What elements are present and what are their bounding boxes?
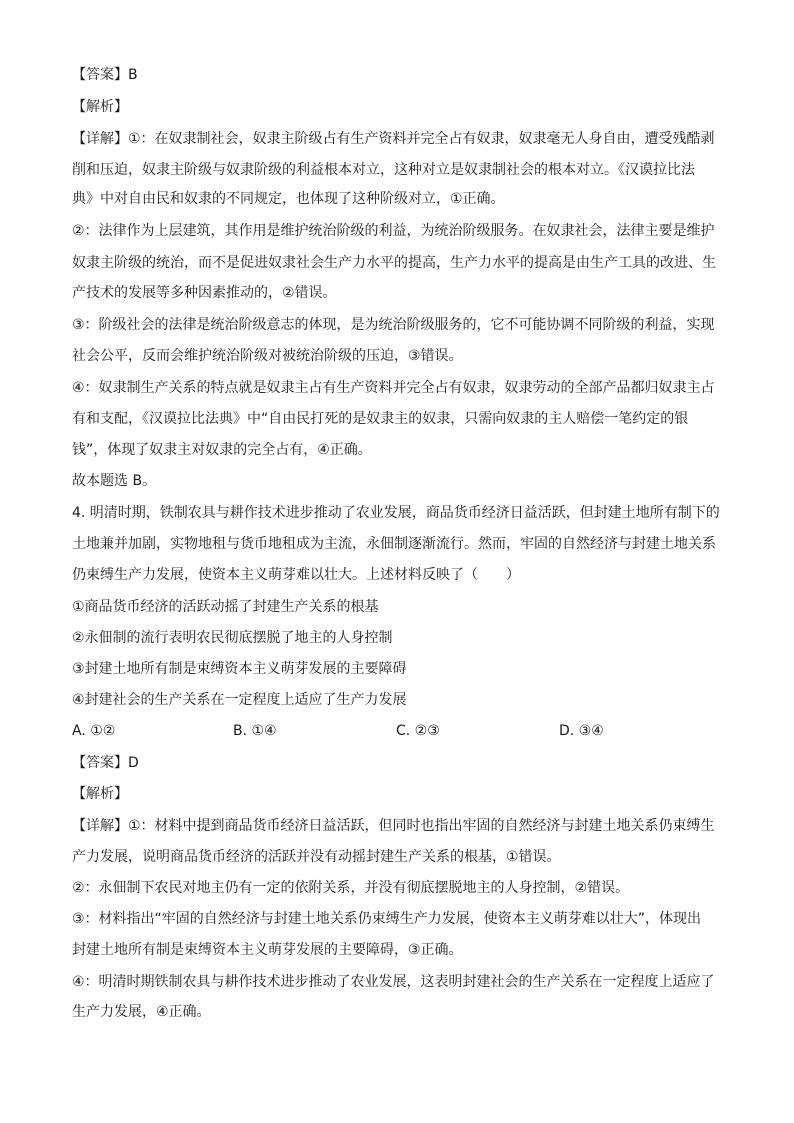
q4-options	[72, 721, 722, 741]
q4-analysis-line: ④：明清时期铁制农具与耕作技术进步推动了农业发展，这表明封建社会的生产关系在一定程度上适应了	[72, 974, 715, 990]
q3-analysis-line: 社会公平，反而会维护统治阶级对被统治阶级的压迫，③错误。	[72, 348, 463, 364]
option-a: A. ①②	[72, 723, 116, 739]
q4-statement: ③封建土地所有制是束缚资本主义萌芽发展的主要障碍	[72, 661, 407, 677]
q3-analysis-line: 产技术的发展等多种因素推动的，②错误。	[72, 285, 337, 301]
q3-analysis-line: ④：奴隶制生产关系的特点就是奴隶主占有生产资料并完全占有奴隶，奴隶劳动的全部产品都归奴隶主占	[72, 380, 715, 396]
q3-conclusion: 故本题选 B。	[72, 473, 157, 489]
q4-analysis-line: ③：材料指出“牢固的自然经济与封建土地关系仍束缚生产力发展，使资本主义萌芽难以壮大”，体现出	[72, 911, 702, 927]
q3-analysis-label: 【解析】	[72, 99, 128, 115]
q4-analysis-line: 封建土地所有制是束缚资本主义萌芽发展的主要障碍，③正确。	[72, 942, 463, 958]
q4-statement: ①商品货币经济的活跃动摇了封建生产关系的根基	[72, 599, 379, 615]
option-d: D. ③④	[559, 723, 604, 739]
q3-analysis-line: 钱”，体现了奴隶主对奴隶的完全占有，④正确。	[72, 442, 372, 458]
q4-analysis-line: 产力发展，说明商品货币经济的活跃并没有动摇封建生产关系的根基，①错误。	[72, 849, 561, 865]
q3-analysis-line: ③：阶级社会的法律是统治阶级意志的体现，是为统治阶级服务的，它不可能协调不同阶级的利益，实现	[72, 317, 715, 333]
q4-analysis-label: 【解析】	[72, 786, 128, 802]
q4-analysis-line: 【详解】①：材料中提到商品货币经济日益活跃，但同时也指出牢固的自然经济与封建土地关系仍束缚生	[72, 818, 715, 834]
q4-stem-line: 4. 明清时期，铁制农具与耕作技术进步推动了农业发展，商品货币经济日益活跃，但封建土地所有制下的	[72, 505, 720, 521]
q3-analysis-line: ②：法律作为上层建筑，其作用是维护统治阶级的利益，为统治阶级服务。在奴隶社会，法律主要是维护	[72, 223, 715, 239]
q3-analysis-line: 【详解】①：在奴隶制社会，奴隶主阶级占有生产资料并完全占有奴隶，奴隶毫无人身自由，遭受残酷剥	[72, 131, 715, 147]
option-b: B. ①④	[233, 723, 277, 739]
q3-analysis-line: 有和支配，《汉谟拉比法典》中“自由民打死的是奴隶主的奴隶，只需向奴隶的主人赔偿一笔约定的银	[72, 411, 689, 427]
q3-analysis-line: 奴隶主阶级的统治，而不是促进奴隶社会生产力水平的提高，生产力水平的提高是由生产工具的改进、生	[72, 255, 716, 271]
option-c: C. ②③	[396, 723, 440, 739]
q4-statement: ④封建社会的生产关系在一定程度上适应了生产力发展	[72, 692, 407, 708]
q3-answer: 【答案】B	[72, 67, 138, 83]
q4-stem-line: 仍束缚生产力发展，使资本主义萌芽难以壮大。上述材料反映了（ ）	[72, 567, 520, 583]
q4-statement: ②永佃制的流行表明农民彻底摆脱了地主的人身控制	[72, 630, 393, 646]
q4-stem-line: 土地兼并加剧，实物地租与货币地租成为主流，永佃制逐渐流行。然而，牢固的自然经济与封建土地关系	[72, 536, 716, 552]
q3-analysis-line: 典》中对自由民和奴隶的不同规定，也体现了这种阶级对立，①正确。	[72, 191, 505, 207]
q4-analysis-line: ②：永佃制下农民对地主仍有一定的依附关系，并没有彻底摆脱地主的人身控制，②错误。	[72, 880, 630, 896]
q4-answer: 【答案】D	[72, 755, 139, 771]
q4-analysis-line: 生产力发展，④正确。	[72, 1004, 211, 1020]
q3-analysis-line: 削和压迫，奴隶主阶级与奴隶阶级的利益根本对立，这种对立是奴隶制社会的根本对立。《汉谟拉比法	[72, 162, 695, 178]
